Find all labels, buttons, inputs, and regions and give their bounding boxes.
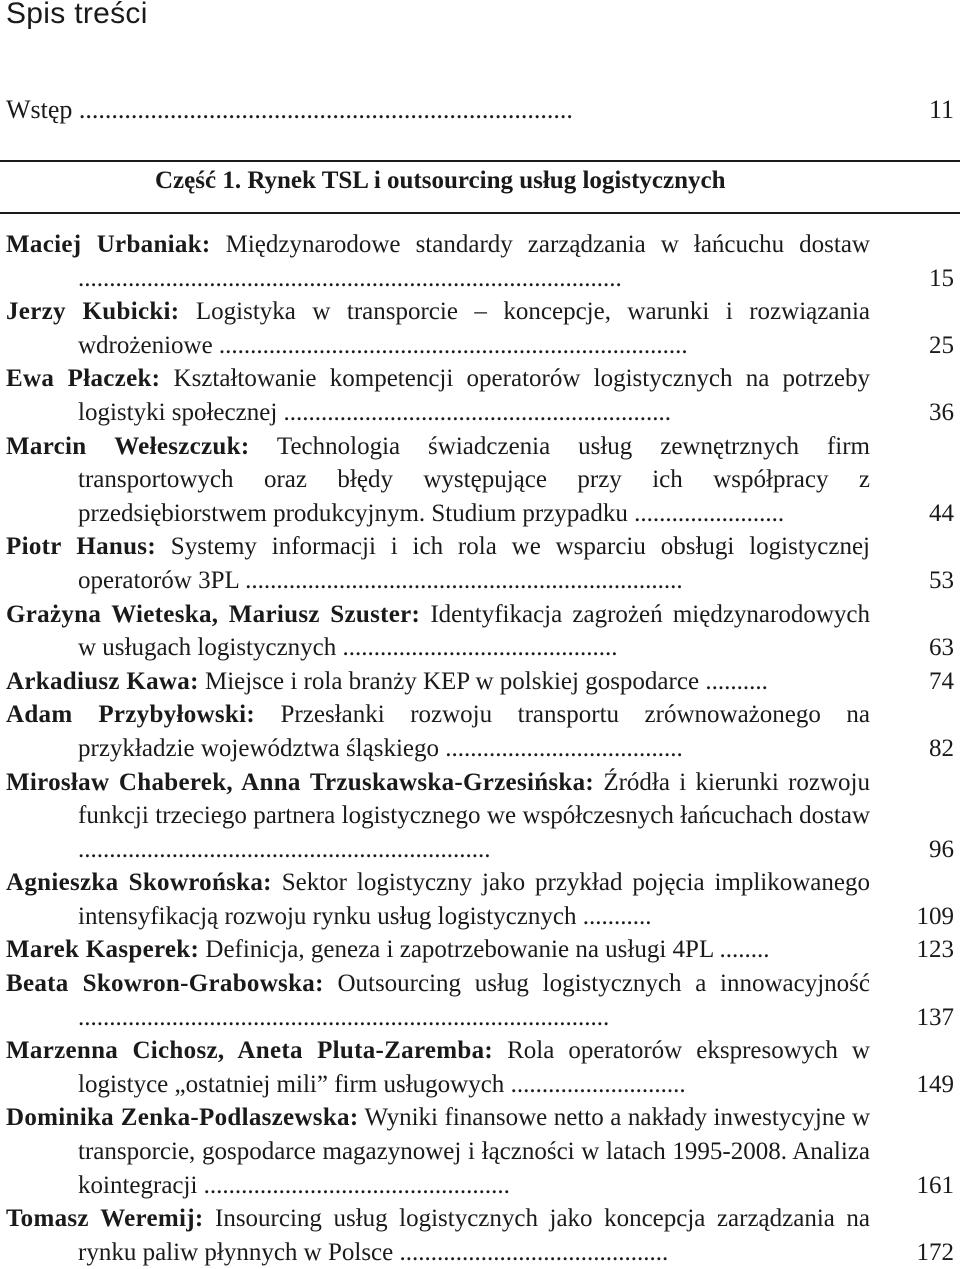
page-title: Spis treści bbox=[6, 0, 148, 30]
page-number: 161 bbox=[916, 1171, 954, 1199]
dot-leader: ........... bbox=[576, 902, 652, 930]
dot-leader: ...................................................................... bbox=[238, 566, 683, 594]
entry-text bbox=[6, 430, 870, 531]
entry-text bbox=[6, 866, 870, 933]
toc-entry[interactable] bbox=[6, 228, 954, 295]
entry-text bbox=[6, 933, 870, 967]
toc-entry[interactable] bbox=[6, 1202, 954, 1269]
entry-author: Jerzy Kubicki: bbox=[6, 298, 180, 326]
entry-title: Identyfikacja zagrożeń międzynarodowych w usługach logistycznych bbox=[78, 600, 870, 662]
entry-title: Międzynarodowe standardy zarządzania w łańcuchu dostaw bbox=[210, 231, 870, 258]
toc-entry-intro[interactable] bbox=[6, 93, 954, 127]
entry-title: Sektor logistyczny jako przykład pojęcia implikowanego intensyfikacją rozwoju rynku usług logistycznych bbox=[78, 869, 870, 930]
entry-text bbox=[6, 598, 870, 665]
entry-text bbox=[6, 698, 870, 765]
entry-author: Maciej Urbaniak: bbox=[6, 231, 211, 258]
entry-author: Agnieszka Skowrońska: bbox=[6, 869, 272, 897]
entry-author: Arkadiusz Kawa: bbox=[6, 667, 199, 695]
entry-author: Tomasz Weremij: bbox=[6, 1205, 204, 1233]
toc-entry[interactable] bbox=[6, 295, 954, 362]
page-number: 53 bbox=[929, 566, 954, 594]
entry-text bbox=[6, 967, 870, 1034]
entry-text bbox=[6, 1101, 870, 1202]
toc-entry[interactable] bbox=[6, 1034, 954, 1101]
entry-text bbox=[6, 1202, 870, 1269]
toc-entry[interactable] bbox=[6, 665, 954, 699]
dot-leader: ............................................................................ bbox=[72, 95, 573, 124]
entry-text bbox=[6, 295, 870, 362]
entry-title: Rola operatorów ekspresowych w logistyce „ostatniej mili” firm usługowych bbox=[78, 1037, 870, 1098]
entry-author: Grażyna Wieteska, Mariusz Szuster: bbox=[6, 600, 421, 628]
entry-title: Outsourcing usług logistycznych a innowacyjność bbox=[323, 970, 870, 998]
toc-entry[interactable] bbox=[6, 530, 954, 597]
dot-leader: ...................................... bbox=[439, 734, 683, 762]
page-number: 149 bbox=[916, 1070, 954, 1098]
entry-author: Marzenna Cichosz, Aneta Pluta-Zaremba: bbox=[6, 1037, 494, 1065]
dot-leader: ........................ bbox=[627, 499, 785, 527]
toc-entry[interactable] bbox=[6, 933, 954, 967]
entry-author: Dominika Zenka-Podlaszewska: bbox=[6, 1104, 359, 1132]
entry-title: Źródła i kierunki rozwoju funkcji trzeciego partnera logistycznego we współczesnych łańcuchach dostaw bbox=[78, 768, 870, 830]
page-number: 11 bbox=[928, 95, 954, 124]
entry-title: Systemy informacji i ich rola we wsparciu obsługi logistycznej operatorów 3PL bbox=[78, 533, 870, 594]
entry-title: Przesłanki rozwoju transportu zrównoważonego na przykładzie województwa śląskiego bbox=[78, 701, 870, 762]
page-number: 15 bbox=[929, 264, 954, 292]
dot-leader: ................................................. bbox=[197, 1171, 510, 1199]
entry-author: Adam Przybyłowski: bbox=[6, 701, 255, 729]
page-number: 25 bbox=[929, 331, 954, 359]
entry-title: Definicja, geneza i zapotrzebowanie na usługi 4PL bbox=[199, 936, 714, 964]
entry-title: Kształtowanie kompetencji operatorów logistycznych na potrzeby logistyki społecznej bbox=[78, 365, 870, 426]
toc-list bbox=[6, 228, 954, 1269]
page-number: 63 bbox=[929, 634, 954, 662]
dot-leader: ........................................................................... bbox=[212, 331, 688, 359]
part-heading-box bbox=[0, 160, 960, 214]
toc-entry[interactable] bbox=[6, 598, 954, 665]
entry-author: Piotr Hanus: bbox=[6, 533, 156, 561]
page-number: 123 bbox=[916, 936, 954, 964]
dot-leader: .............................................................. bbox=[277, 398, 672, 426]
toc-entry[interactable] bbox=[6, 1101, 954, 1202]
entry-text bbox=[6, 665, 870, 699]
intro-title: Wstęp bbox=[6, 95, 73, 124]
toc-entry[interactable] bbox=[6, 430, 954, 531]
page-number: 96 bbox=[929, 835, 954, 863]
toc-entry[interactable] bbox=[6, 967, 954, 1034]
dot-leader: .......... bbox=[699, 667, 768, 695]
dot-leader: ..................................................................................... bbox=[78, 1003, 610, 1031]
entry-text bbox=[6, 362, 870, 429]
page-number: 137 bbox=[916, 1003, 954, 1031]
entry-title: Miejsce i rola branży KEP w polskiej gospodarce bbox=[198, 667, 700, 695]
entry-title: Wyniki finansowe netto a nakłady inwestycyjne w transporcie, gospodarce magazynowej i łączności w latach 1995-2008. Analiza kointegracji bbox=[78, 1104, 871, 1199]
dot-leader: ........ bbox=[713, 936, 770, 964]
entry-author: Marcin Wełeszczuk: bbox=[6, 432, 250, 460]
part-title: Część 1. Rynek TSL i outsourcing usług logistycznych bbox=[155, 167, 726, 194]
dot-leader: ............................ bbox=[504, 1070, 686, 1098]
page-number: 74 bbox=[929, 667, 954, 695]
toc-entry[interactable] bbox=[6, 698, 954, 765]
entry-author: Marek Kasperek: bbox=[6, 936, 200, 964]
entry-text bbox=[6, 228, 870, 295]
entry-title: Technologia świadczenia usług zewnętrznych firm transportowych oraz błędy występujące przy ich współpracy z przedsiębiorstwem produkcyjnym. Studium przypadku bbox=[78, 432, 870, 527]
entry-author: Beata Skowron-Grabowska: bbox=[6, 970, 324, 998]
dot-leader: ....................................................................................... bbox=[78, 264, 622, 292]
toc-entry[interactable] bbox=[6, 362, 954, 429]
page-number: 109 bbox=[916, 902, 954, 930]
entry-text bbox=[6, 766, 870, 867]
page-number: 172 bbox=[916, 1238, 954, 1266]
dot-leader: .................................................................. bbox=[78, 835, 491, 863]
dot-leader: ........................................... bbox=[393, 1238, 669, 1266]
page-number: 44 bbox=[929, 499, 954, 527]
entry-title: Insourcing usług logistycznych jako koncepcja zarządzania na rynku paliw płynnych w Polsce bbox=[78, 1205, 870, 1266]
page-number: 36 bbox=[929, 398, 954, 426]
entry-title: Logistyka w transporcie – koncepcje, warunki i rozwiązania wdrożeniowe bbox=[78, 298, 870, 359]
page-number: 82 bbox=[929, 734, 954, 762]
toc-entry[interactable] bbox=[6, 866, 954, 933]
dot-leader: ............................................ bbox=[336, 634, 618, 662]
entry-text bbox=[6, 530, 870, 597]
entry-author: Ewa Płaczek: bbox=[6, 365, 161, 393]
entry-author: Mirosław Chaberek, Anna Trzuskawska-Grzesińska: bbox=[6, 768, 595, 796]
entry-text bbox=[6, 1034, 870, 1101]
toc-entry[interactable] bbox=[6, 766, 954, 867]
